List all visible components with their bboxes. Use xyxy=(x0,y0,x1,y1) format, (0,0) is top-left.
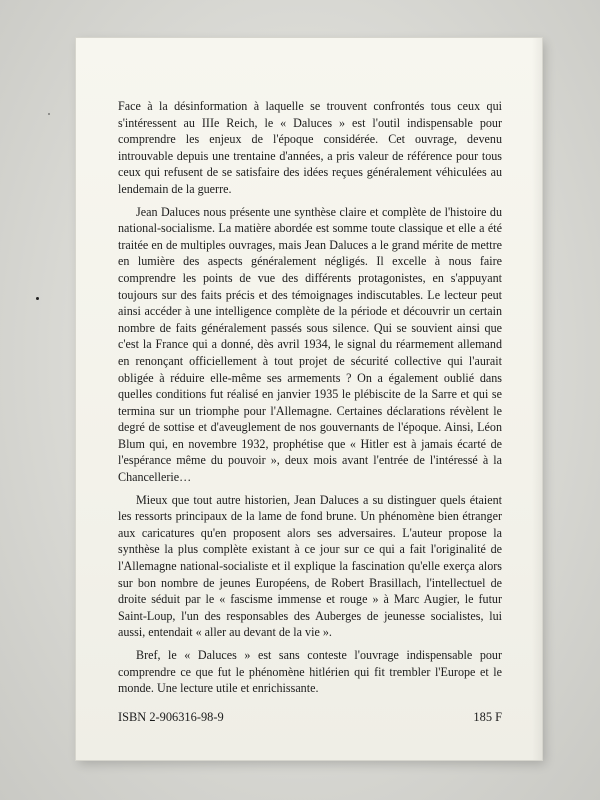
blurb-paragraph-1: Face à la désinformation à laquelle se trouvent confrontés tous ceux qui s'intéressent au IIIe Reich, le « Daluces » est l'outil indispensable pour comprendre les enjeux de l'époque considérée. Cet ouvrage, devenu introuvable depuis une trentaine d'années, a pris valeur de référence pour tous ceux qui refusent de se satisfaire des idées reçues généralement véhiculées au lendemain de la guerre. xyxy=(118,99,502,196)
dust-speck xyxy=(36,297,39,300)
blurb-text xyxy=(118,98,502,703)
price-label: 185 F xyxy=(473,710,502,724)
blurb-paragraph-4: Bref, le « Daluces » est sans conteste l'ouvrage indispensable pour comprendre ce que fut le phénomène hitlérien qui fit trembler l'Europe et le monde. Une lecture utile et enrichissante. xyxy=(118,648,502,696)
isbn-label: ISBN 2-906316-98-9 xyxy=(118,710,224,724)
dust-speck xyxy=(48,113,50,115)
book-back-cover xyxy=(76,38,542,760)
blurb-paragraph-2: Jean Daluces nous présente une synthèse claire et complète de l'histoire du national-socialisme. La matière abordée est somme toute classique et elle a été traitée en de multiples ouvrages, mais Jean Daluces a le grand mérite de mettre en lumière des aspects généralement négligés. Il excelle à nous faire comprendre les points de vue des différents protagonistes, en s'appuyant toujours sur des faits précis et des témoignages indiscutables. Le lecteur peut ainsi accéder à une intelligence complète de la période et découvrir un certain nombre de faits généralement passés sous silence. Qui se souvient ainsi que c'est la France qui a donné, dès avril 1934, le signal du réarmement allemand en renonçant officiellement à tout projet de sécurité collective qui l'aurait obligée à réduire elle-même ses armements ? On a également oublié dans quelles conditions fut réalisé en janvier 1935 le plébiscite de la Sarre et qui se termina sur un triomphe pour l'Allemagne. Certaines déclarations révèlent le degré de sottise et d'aveuglement de nos gouvernants de l'époque. Ainsi, Léon Blum qui, en novembre 1932, prophétise que « Hitler est à jamais écarté de l'espérance même du pouvoir », deux mois avant l'entrée de l'intéressé à la Chancellerie… xyxy=(118,204,502,485)
cover-edge-shadow xyxy=(532,38,542,760)
blurb-paragraph-3: Mieux que tout autre historien, Jean Daluces a su distinguer quels étaient les ressorts principaux de la lame de fond brune. Un phénomène bien étranger aux caricatures qu'en proposent alors ses adversaires. L'auteur propose la synthèse la plus complète existant à ce jour sur ce qui a fait l'originalité de l'Allemagne national-socialiste et il explique la fascination qu'elle exerça alors sur bon nombre de jeunes Européens, de Robert Brasillach, l'intellectuel de droite séduit par le « fascisme immense et rouge » à Marc Augier, le futur Saint-Loup, l'un des responsables des Auberges de jeunesse socialistes, lui aussi, entendait « aller au devant de la vie ». xyxy=(118,492,502,640)
cover-footer xyxy=(118,710,502,725)
